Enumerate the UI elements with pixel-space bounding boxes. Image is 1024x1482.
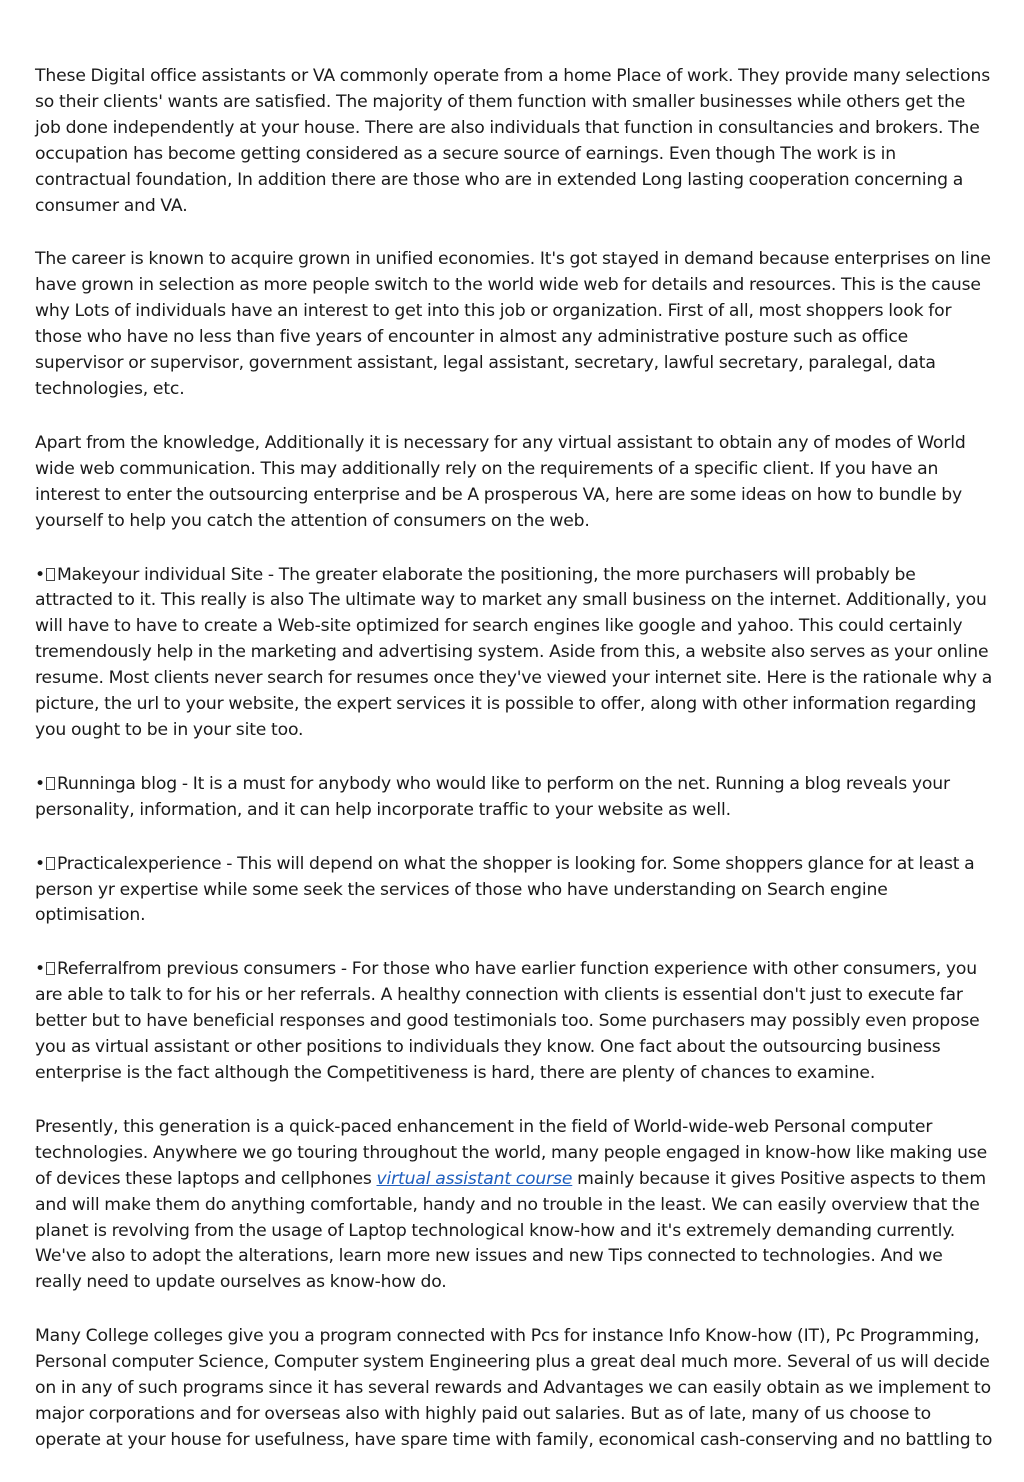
paragraph-career-growth: The career is known to acquire grown in unified economies. It's got stayed in demand because enterprises on line have grown in selection as more people switch to the world wide web for details and resources. This is the cause why Lots of individuals have an interest to get into this job or organization. First of all, most shoppers look for those who have no less than five years of encounter in almost any administrative posture such as office supervisor or supervisor, government assistant, legal assistant, secretary, lawful secretary, paralegal, data technologies, etc. bbox=[35, 249, 991, 399]
bullet-head: Referral bbox=[57, 959, 123, 980]
missing-glyph-icon bbox=[46, 568, 55, 581]
bullet-item-referral bbox=[35, 957, 993, 1087]
missing-glyph-icon bbox=[46, 857, 55, 870]
bullet-item-website bbox=[35, 563, 993, 744]
bullet-marker: • bbox=[35, 959, 45, 980]
bullet-head: Running bbox=[57, 773, 126, 794]
document-page bbox=[35, 64, 993, 1482]
bullet-text: a blog - It is a must for anybody who would like to perform on the net. Running a blog reveals your personality, information, and it can help incorporate traffic to your website as well. bbox=[35, 773, 950, 820]
virtual-assistant-course-link[interactable]: virtual assistant course bbox=[376, 1168, 573, 1189]
bullet-marker: • bbox=[35, 773, 45, 794]
bullet-item-blog bbox=[35, 772, 993, 824]
bullet-marker: • bbox=[35, 853, 45, 874]
paragraph-va-intro: These Digital office assistants or VA commonly operate from a home Place of work. They provide many selections so their clients' wants are satisfied. The majority of them function with smaller businesses while others get the job done independently at your house. There are also individuals that function in consultancies and brokers. The occupation has become getting considered as a secure source of earnings. Even though The work is in contractual foundation, In addition there are those who are in extended Long lasting cooperation concerning a consumer and VA. bbox=[35, 66, 991, 216]
paragraph-text-after-link: mainly because it gives Positive aspects to them and will make them do anything comfortable, handy and no trouble in the least. We can easily overview that the planet is revolving from the usage of Laptop technological know-how and it's extremely demanding currently. We've also to adopt the alterations, learn more new issues and new Tips connected to technologies. And we really need to update ourselves as know-how do. bbox=[35, 1168, 986, 1293]
bullet-head: Practical bbox=[57, 853, 128, 874]
paragraph-college-programs: Many College colleges give you a program connected with Pcs for instance Info Know-how (IT), Pc Programming, Personal computer Science, Computer system Engineering plus a great deal much more. Several of us will decide on in any of such programs since it has several rewards and Advantages we can easily obtain as we implement to major corporations and for overseas also with highly paid out salaries. But as of late, many of us choose to operate at your house for usefulness, have spare time with family, economical cash-conserving and no battling to bbox=[35, 1326, 993, 1450]
bullet-head: Make bbox=[57, 564, 102, 585]
bullet-text: your individual Site - The greater elaborate the positioning, the more purchasers will probably be attracted to it. This really is also The ultimate way to market any small business on the internet. Additionally, you will have to have to create a Web-site optimized for search engines like google and yahoo. This could certainly tremendously help in the marketing and advertising system. Aside from this, a website also serves as your online resume. Most clients never search for resumes once they've viewed your internet site. Here is the rationale why a picture, the url to your website, the expert services it is possible to offer, along with other information regarding you ought to be in your site too. bbox=[35, 564, 993, 740]
paragraph-communication: Apart from the knowledge, Additionally it is necessary for any virtual assistant to obtain any of modes of World wide web communication. This may additionally rely on the requirements of a specific client. If you have an interest to enter the outsourcing enterprise and be A prosperous VA, here are some ideas on how to bundle by yourself to help you catch the attention of consumers on the web. bbox=[35, 432, 966, 531]
bullet-item-experience bbox=[35, 852, 993, 930]
bullet-text: from previous consumers - For those who have earlier function experience with other consumers, you are able to talk to for his or her referrals. A healthy connection with clients is essential don't just to execute far better but to have beneficial responses and good testimonials too. Some purchasers may possibly even propose you as virtual assistant or other positions to individuals they know. One fact about the outsourcing business enterprise is the fact although the Competitiveness is hard, there are plenty of chances to examine. bbox=[35, 959, 980, 1083]
paragraph-text-before-link: Presently, this generation is a quick-paced enhancement in the field of World-wide-web Personal computer technologies. Anywhere we go touring throughout the world, many people engaged in know-how like making use of devices these laptops and cellphones bbox=[35, 1116, 988, 1189]
missing-glyph-icon bbox=[46, 962, 55, 975]
bullet-marker: • bbox=[35, 564, 45, 585]
bullet-text: experience - This will depend on what the shopper is looking for. Some shoppers glance for at least a person yr expertise while some seek the services of those who have understanding on Search engine optimisation. bbox=[35, 853, 975, 926]
missing-glyph-icon bbox=[46, 777, 55, 790]
paragraph-technology bbox=[35, 1115, 993, 1296]
